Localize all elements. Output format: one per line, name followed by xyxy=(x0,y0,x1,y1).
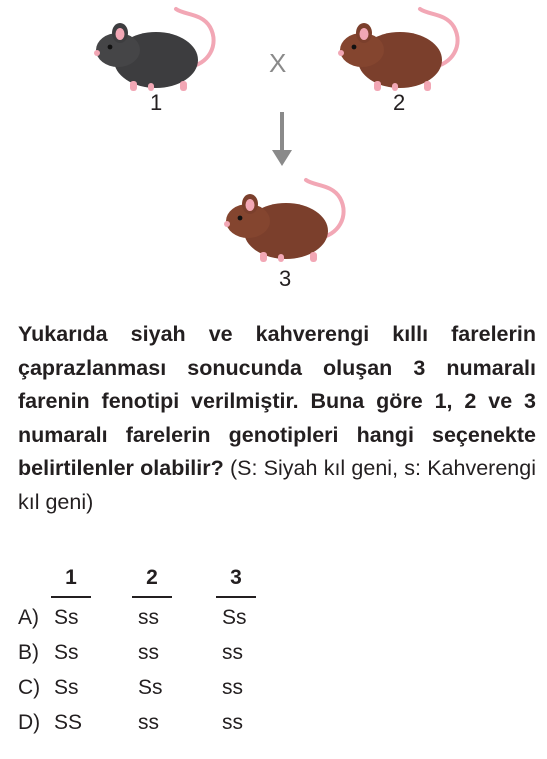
option-value-1: Ss xyxy=(54,676,79,699)
question-bold: Yukarıda siyah ve kahverengi kıllı farelerin çaprazlanması sonucunda oluşan 3 numaralı farenin fenotipi verilmiştir. Buna göre 1, 2 ve 3 numaralı farelerin genotipleri hangi seçenekte belirtilenler olabilir? xyxy=(18,322,536,480)
option-value-3: ss xyxy=(222,711,243,734)
option-b[interactable] xyxy=(18,641,318,675)
column-header-2: 2 xyxy=(146,566,158,589)
cross-figure xyxy=(0,0,547,300)
option-value-2: Ss xyxy=(138,676,163,699)
mouse-3-number: 3 xyxy=(279,266,292,291)
option-value-1: Ss xyxy=(54,606,79,629)
option-value-1: SS xyxy=(54,711,83,734)
column-header-3: 3 xyxy=(230,566,242,589)
option-value-2: ss xyxy=(138,641,159,664)
option-d[interactable] xyxy=(18,711,318,745)
option-letter: B) xyxy=(18,641,39,664)
mouse-1-number: 1 xyxy=(150,90,163,115)
option-value-3: Ss xyxy=(222,606,247,629)
header-underline xyxy=(51,596,91,598)
header-underline xyxy=(216,596,256,598)
option-c[interactable] xyxy=(18,676,318,710)
option-letter: C) xyxy=(18,676,41,699)
question-text xyxy=(18,318,536,519)
header-underline xyxy=(132,596,172,598)
option-value-2: ss xyxy=(138,711,159,734)
option-a[interactable] xyxy=(18,606,318,640)
option-letter: A) xyxy=(18,606,39,629)
brown-mouse-image xyxy=(332,5,472,95)
cross-symbol: X xyxy=(269,48,287,78)
mouse-2-number: 2 xyxy=(393,90,406,115)
option-value-1: Ss xyxy=(54,641,79,664)
question-note: (S: Siyah kıl geni, s: Kahverengi kıl geni) xyxy=(18,456,536,514)
option-value-3: ss xyxy=(222,641,243,664)
option-letter: D) xyxy=(18,711,41,734)
option-value-2: ss xyxy=(138,606,159,629)
offspring-mouse-image xyxy=(218,176,358,266)
black-mouse-image xyxy=(88,5,228,95)
down-arrow-icon xyxy=(272,112,292,173)
column-header-1: 1 xyxy=(65,566,77,589)
option-value-3: ss xyxy=(222,676,243,699)
